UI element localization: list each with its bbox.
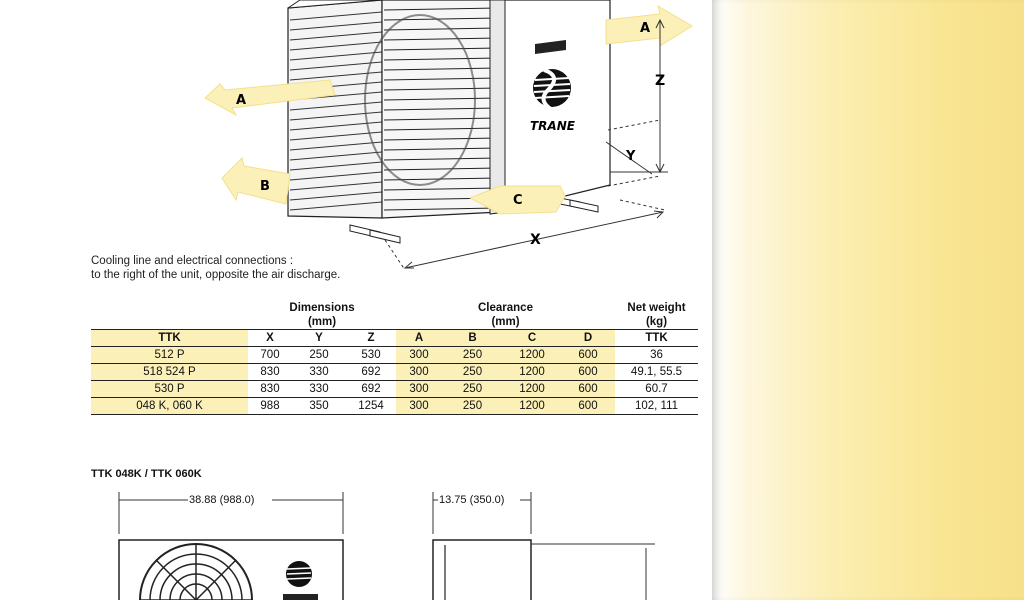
label-c: C [513, 193, 523, 208]
col-header-a: A [396, 330, 442, 347]
caption-line-2: to the right of the unit, opposite the air discharge. [91, 269, 341, 281]
cell-c: 1200 [503, 398, 561, 415]
col-header-model: TTK [91, 330, 248, 347]
caption-line-1: Cooling line and electrical connections : [91, 255, 294, 267]
cell-weight: 102, 111 [615, 398, 698, 415]
decorative-side-panel [712, 0, 1024, 600]
cell-model: 518 524 P [91, 364, 248, 381]
dimensions-group-header: Dimensions (mm) [289, 302, 355, 328]
cell-x: 988 [248, 398, 292, 415]
specifications-table [91, 301, 698, 415]
label-y: Y [626, 149, 636, 164]
connection-caption [91, 254, 340, 282]
label-b: B [260, 179, 270, 194]
cell-c: 1200 [503, 381, 561, 398]
brand-label: TRANE [530, 119, 575, 133]
cell-z: 1254 [346, 398, 396, 415]
group-header-row [91, 301, 698, 330]
drawing-title: TTK 048K / TTK 060K [91, 468, 202, 480]
label-z: Z [655, 73, 666, 89]
cell-y: 350 [292, 398, 346, 415]
col-header-weight-model: TTK [615, 330, 698, 347]
cell-b: 250 [442, 381, 503, 398]
table-row [91, 347, 698, 364]
cell-weight: 49.1, 55.5 [615, 364, 698, 381]
label-x: X [530, 232, 541, 248]
cell-x: 830 [248, 381, 292, 398]
cell-a: 300 [396, 364, 442, 381]
unit-illustration [0, 0, 712, 290]
unit-panel [490, 0, 610, 214]
front-width-label: 38.88 (988.0) [189, 494, 255, 506]
cell-model: 530 P [91, 381, 248, 398]
col-header-c: C [503, 330, 561, 347]
cell-z: 692 [346, 364, 396, 381]
cell-d: 600 [561, 398, 615, 415]
cell-c: 1200 [503, 347, 561, 364]
cell-a: 300 [396, 398, 442, 415]
col-header-z: Z [346, 330, 396, 347]
cell-x: 830 [248, 364, 292, 381]
cell-d: 600 [561, 347, 615, 364]
cell-z: 530 [346, 347, 396, 364]
cell-x: 700 [248, 347, 292, 364]
cell-b: 250 [442, 364, 503, 381]
cell-weight: 36 [615, 347, 698, 364]
col-header-x: X [248, 330, 292, 347]
clearance-group-header: Clearance (mm) [478, 302, 533, 328]
side-view [433, 540, 655, 600]
cell-z: 692 [346, 381, 396, 398]
cell-d: 600 [561, 364, 615, 381]
cell-y: 330 [292, 381, 346, 398]
label-a-right: A [640, 21, 651, 36]
cell-d: 600 [561, 381, 615, 398]
cell-y: 330 [292, 364, 346, 381]
cell-weight: 60.7 [615, 381, 698, 398]
arrow-b [222, 158, 290, 204]
unit-grille-side [288, 0, 382, 218]
cell-c: 1200 [503, 364, 561, 381]
cell-a: 300 [396, 381, 442, 398]
cell-b: 250 [442, 398, 503, 415]
table-row [91, 364, 698, 381]
label-a-left: A [236, 93, 247, 108]
cell-a: 300 [396, 347, 442, 364]
front-view [119, 540, 343, 600]
column-header-row [91, 330, 698, 347]
weight-group-header: Net weight (kg) [627, 302, 686, 328]
col-header-y: Y [292, 330, 346, 347]
unit-grille-front [365, 0, 500, 218]
table-row [91, 381, 698, 398]
col-header-d: D [561, 330, 615, 347]
front-logo-icon [283, 561, 318, 600]
cell-model: 048 K, 060 K [91, 398, 248, 415]
cell-model: 512 P [91, 347, 248, 364]
side-depth-label: 13.75 (350.0) [439, 494, 505, 506]
table-row [91, 398, 698, 415]
cell-y: 250 [292, 347, 346, 364]
col-header-b: B [442, 330, 503, 347]
cell-b: 250 [442, 347, 503, 364]
